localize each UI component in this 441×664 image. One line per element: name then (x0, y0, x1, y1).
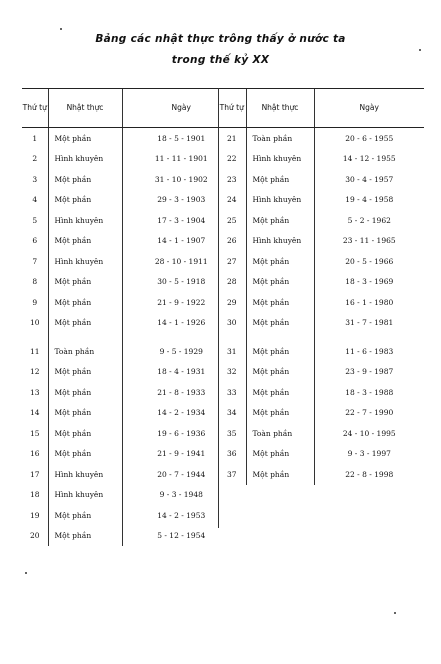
scan-speck (60, 28, 62, 30)
eclipse-type: Một phần (48, 505, 122, 526)
row-number: 25 (226, 215, 237, 225)
eclipse-type: Một phần (246, 382, 314, 403)
table-row (22, 272, 240, 293)
header-type: Nhật thực (246, 89, 314, 128)
header-date: Ngày (314, 89, 424, 128)
eclipse-type: Một phần (246, 403, 314, 424)
eclipse-type: Một phần (48, 169, 122, 190)
row-number: 26 (226, 236, 237, 246)
eclipse-type: Một phần (246, 210, 314, 231)
table-row (22, 190, 240, 211)
table-row (22, 423, 240, 444)
eclipse-date: 30 - 5 - 1918 (122, 272, 240, 293)
eclipse-date: 9 - 3 - 1997 (314, 444, 424, 465)
row-number: 5 (32, 215, 38, 225)
table-row (22, 313, 240, 334)
table-row (22, 169, 240, 190)
eclipse-date: 30 - 4 - 1957 (314, 169, 424, 190)
eclipse-type: Một phần (48, 403, 122, 424)
row-number: 36 (226, 449, 237, 459)
header-no: Thứ tự (22, 89, 48, 128)
row-number: 21 (226, 133, 237, 143)
row-number: 24 (226, 195, 237, 205)
row-number: 19 (29, 510, 40, 520)
table-row (218, 444, 424, 465)
eclipse-type: Hình khuyên (48, 485, 122, 506)
eclipse-date: 28 - 10 - 1911 (122, 251, 240, 272)
table-row (218, 403, 424, 424)
row-number: 17 (29, 469, 40, 479)
eclipse-type: Một phần (246, 251, 314, 272)
eclipse-date: 11 - 6 - 1983 (314, 333, 424, 362)
eclipse-date: 18 - 3 - 1969 (314, 272, 424, 293)
eclipse-type: Một phần (246, 464, 314, 485)
row-number: 12 (29, 367, 40, 377)
table-row (22, 292, 240, 313)
eclipse-date: 5 - 12 - 1954 (122, 526, 240, 547)
eclipse-date: 14 - 12 - 1955 (314, 149, 424, 170)
row-number: 30 (226, 318, 237, 328)
eclipse-date: 11 - 11 - 1901 (122, 149, 240, 170)
eclipse-date: 24 - 10 - 1995 (314, 423, 424, 444)
table-title: Bảng các nhật thực trông thấy ở nước ta (95, 33, 346, 45)
eclipse-date: 9 - 3 - 1948 (122, 485, 240, 506)
table-row (22, 251, 240, 272)
eclipse-type: Một phần (48, 190, 122, 211)
eclipse-type: Một phần (48, 128, 122, 149)
eclipse-type: Hình khuyên (246, 149, 314, 170)
eclipse-type: Hình khuyên (48, 464, 122, 485)
row-number: 27 (226, 256, 237, 266)
row-number: 7 (32, 256, 38, 266)
eclipse-type: Một phần (48, 444, 122, 465)
eclipse-date: 14 - 1 - 1926 (122, 313, 240, 334)
eclipse-date: 23 - 9 - 1987 (314, 362, 424, 383)
table-row (22, 526, 240, 547)
eclipse-type: Một phần (246, 272, 314, 293)
table-row (22, 333, 240, 362)
eclipse-type: Một phần (246, 313, 314, 334)
table-row (22, 382, 240, 403)
table-row (218, 362, 424, 383)
table-row (22, 231, 240, 252)
column-divider (218, 88, 219, 528)
header-date: Ngày (122, 89, 240, 128)
eclipse-type: Một phần (48, 272, 122, 293)
row-number: 1 (32, 133, 38, 143)
table-row (218, 231, 424, 252)
table-row (218, 128, 424, 149)
eclipse-date: 9 - 5 - 1929 (122, 333, 240, 362)
row-number: 22 (226, 154, 237, 164)
eclipse-date: 21 - 9 - 1941 (122, 444, 240, 465)
table-row (218, 210, 424, 231)
eclipse-type: Một phần (246, 362, 314, 383)
eclipse-type: Một phần (48, 231, 122, 252)
eclipse-date: 31 - 7 - 1981 (314, 313, 424, 334)
eclipse-date: 22 - 7 - 1990 (314, 403, 424, 424)
row-number: 15 (29, 428, 40, 438)
eclipse-type: Một phần (246, 292, 314, 313)
table-subtitle: trong thế kỷ XX (171, 54, 270, 66)
eclipse-type: Hình khuyên (48, 149, 122, 170)
eclipse-table-left (22, 88, 240, 546)
eclipse-date: 17 - 3 - 1904 (122, 210, 240, 231)
row-number: 20 (29, 531, 40, 541)
row-number: 37 (226, 469, 237, 479)
eclipse-type: Một phần (48, 292, 122, 313)
eclipse-type: Hình khuyên (48, 251, 122, 272)
row-number: 2 (32, 154, 38, 164)
eclipse-date: 19 - 4 - 1958 (314, 190, 424, 211)
eclipse-date: 18 - 4 - 1931 (122, 362, 240, 383)
row-number: 4 (32, 195, 38, 205)
table-row (22, 210, 240, 231)
table-row (22, 128, 240, 149)
table-row (22, 485, 240, 506)
row-number: 3 (32, 174, 38, 184)
table-row (22, 444, 240, 465)
eclipse-type: Hình khuyên (246, 231, 314, 252)
row-number: 34 (226, 408, 237, 418)
eclipse-date: 22 - 8 - 1998 (314, 464, 424, 485)
row-number: 32 (226, 367, 237, 377)
eclipse-type: Toàn phần (246, 423, 314, 444)
eclipse-type: Một phần (48, 526, 122, 547)
scan-speck (25, 572, 27, 574)
row-number: 18 (29, 490, 40, 500)
eclipse-date: 5 - 2 - 1962 (314, 210, 424, 231)
table-row (218, 251, 424, 272)
row-number: 11 (29, 346, 40, 356)
eclipse-date: 20 - 7 - 1944 (122, 464, 240, 485)
eclipse-type: Một phần (48, 423, 122, 444)
table-row (218, 464, 424, 485)
eclipse-date: 21 - 9 - 1922 (122, 292, 240, 313)
eclipse-type: Toàn phần (48, 333, 122, 362)
eclipse-date: 14 - 2 - 1953 (122, 505, 240, 526)
header-type: Nhật thực (48, 89, 122, 128)
eclipse-type: Một phần (48, 382, 122, 403)
table-row (22, 403, 240, 424)
eclipse-type: Hình khuyên (246, 190, 314, 211)
eclipse-date: 19 - 6 - 1936 (122, 423, 240, 444)
row-number: 14 (29, 408, 40, 418)
row-number: 16 (29, 449, 40, 459)
row-number: 23 (226, 174, 237, 184)
table-row (218, 149, 424, 170)
eclipse-date: 18 - 5 - 1901 (122, 128, 240, 149)
row-number: 29 (226, 297, 237, 307)
row-number: 35 (226, 428, 237, 438)
row-number: 31 (226, 346, 237, 356)
table-row (22, 464, 240, 485)
table-row (218, 292, 424, 313)
eclipse-date: 16 - 1 - 1980 (314, 292, 424, 313)
eclipse-date: 23 - 11 - 1965 (314, 231, 424, 252)
row-number: 33 (226, 387, 237, 397)
scan-speck (394, 612, 396, 614)
eclipse-date: 14 - 2 - 1934 (122, 403, 240, 424)
table-row (218, 313, 424, 334)
eclipse-type: Một phần (48, 313, 122, 334)
eclipse-date: 29 - 3 - 1903 (122, 190, 240, 211)
table-row (218, 423, 424, 444)
eclipse-date: 20 - 5 - 1966 (314, 251, 424, 272)
header-no: Thứ tự (218, 89, 246, 128)
table-row (22, 149, 240, 170)
scan-speck (419, 49, 421, 51)
table-row (218, 382, 424, 403)
eclipse-type: Một phần (246, 333, 314, 362)
eclipse-table-right (218, 88, 424, 485)
row-number: 6 (32, 236, 38, 246)
row-number: 9 (32, 297, 38, 307)
eclipse-date: 14 - 1 - 1907 (122, 231, 240, 252)
eclipse-date: 31 - 10 - 1902 (122, 169, 240, 190)
table-row (22, 505, 240, 526)
eclipse-date: 18 - 3 - 1988 (314, 382, 424, 403)
table-row (22, 362, 240, 383)
eclipse-type: Một phần (246, 169, 314, 190)
eclipse-type: Toàn phần (246, 128, 314, 149)
row-number: 28 (226, 277, 237, 287)
eclipse-type: Một phần (48, 362, 122, 383)
eclipse-date: 20 - 6 - 1955 (314, 128, 424, 149)
eclipse-type: Một phần (246, 444, 314, 465)
table-row (218, 333, 424, 362)
row-number: 8 (32, 277, 38, 287)
eclipse-type: Hình khuyên (48, 210, 122, 231)
table-row (218, 272, 424, 293)
row-number: 13 (29, 387, 40, 397)
table-row (218, 169, 424, 190)
table-row (218, 190, 424, 211)
eclipse-date: 21 - 8 - 1933 (122, 382, 240, 403)
row-number: 10 (29, 318, 40, 328)
